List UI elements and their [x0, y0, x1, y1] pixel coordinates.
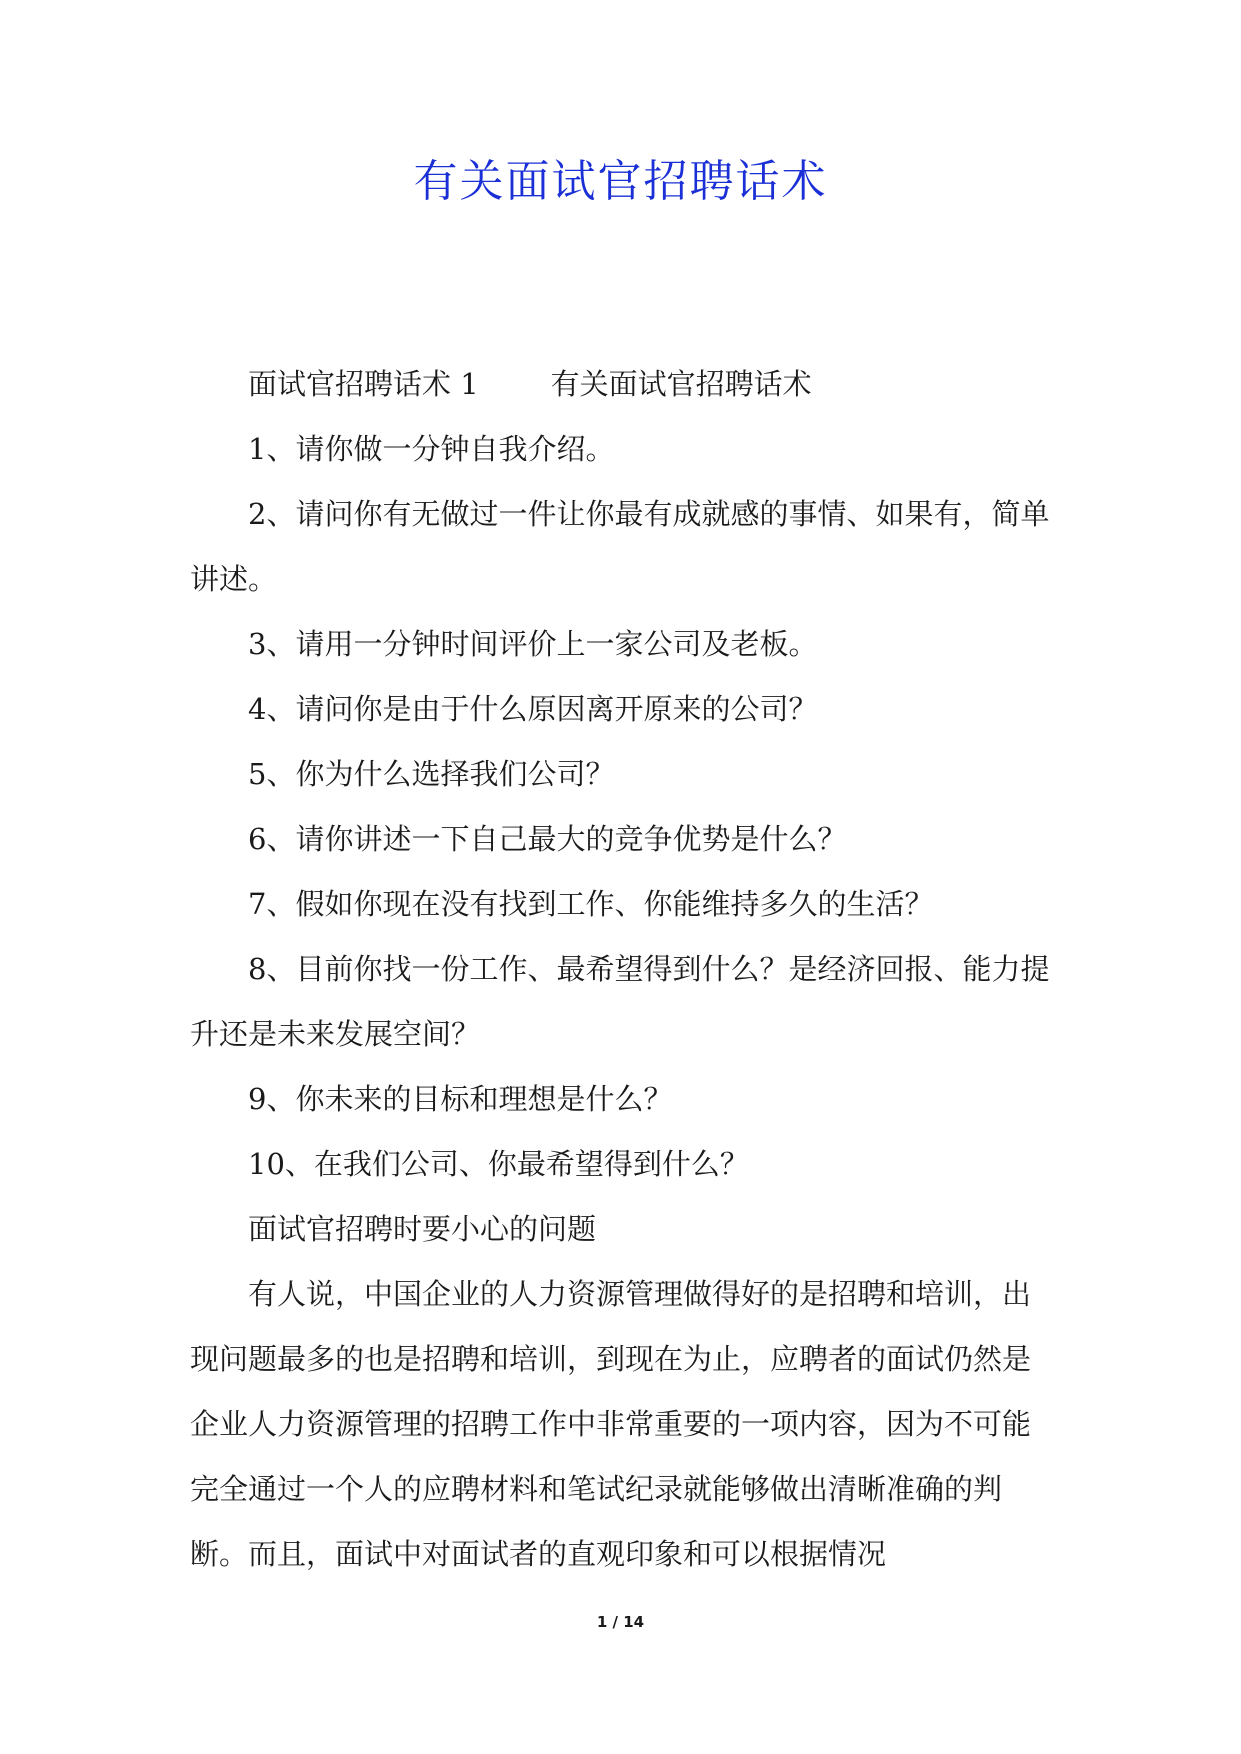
paragraph-10: 10、在我们公司、你最希望得到什么？ — [248, 1147, 749, 1181]
document-body — [190, 352, 1055, 1587]
subheading: 面试官招聘时要小心的问题 — [248, 1212, 597, 1246]
section-heading-right: 有关面试官招聘话术 — [550, 367, 812, 401]
section-heading — [190, 352, 1055, 417]
paragraph-body: 有人说，中国企业的人力资源管理做得好的是招聘和培训，出现问题最多的也是招聘和培训，到现在为止，应聘者的面试仍然是企业人力资源管理的招聘工作中非常重要的一项内容，因为不可能完全通过一个人的应聘材料和笔试纪录就能够做出清晰准确的判断。而且，面试中对面试者的直观印象和可以根据情况 — [190, 1277, 1032, 1571]
paragraph-9: 9、你未来的目标和理想是什么？ — [248, 1082, 673, 1116]
paragraph-3: 3、请用一分钟时间评价上一家公司及老板。 — [248, 627, 818, 661]
paragraph-1: 1、请你做一分钟自我介绍。 — [248, 432, 615, 466]
paragraph-8: 8、目前你找一份工作、最希望得到什么？是经济回报、能力提升还是未来发展空间？ — [190, 952, 1050, 1051]
paragraph-6: 6、请你讲述一下自己最大的竞争优势是什么？ — [248, 822, 847, 856]
paragraph-7: 7、假如你现在没有找到工作、你能维持多久的生活？ — [248, 887, 934, 921]
section-heading-left: 面试官招聘话术 1 — [248, 367, 479, 401]
document-title: 有关面试官招聘话术 — [413, 156, 828, 207]
paragraph-4: 4、请问你是由于什么原因离开原来的公司？ — [248, 692, 818, 726]
paragraph-2: 2、请问你有无做过一件让你最有成就感的事情、如果有，简单讲述。 — [190, 497, 1050, 596]
page-number: 1 / 14 — [596, 1613, 645, 1631]
paragraph-5: 5、你为什么选择我们公司？ — [248, 757, 615, 791]
